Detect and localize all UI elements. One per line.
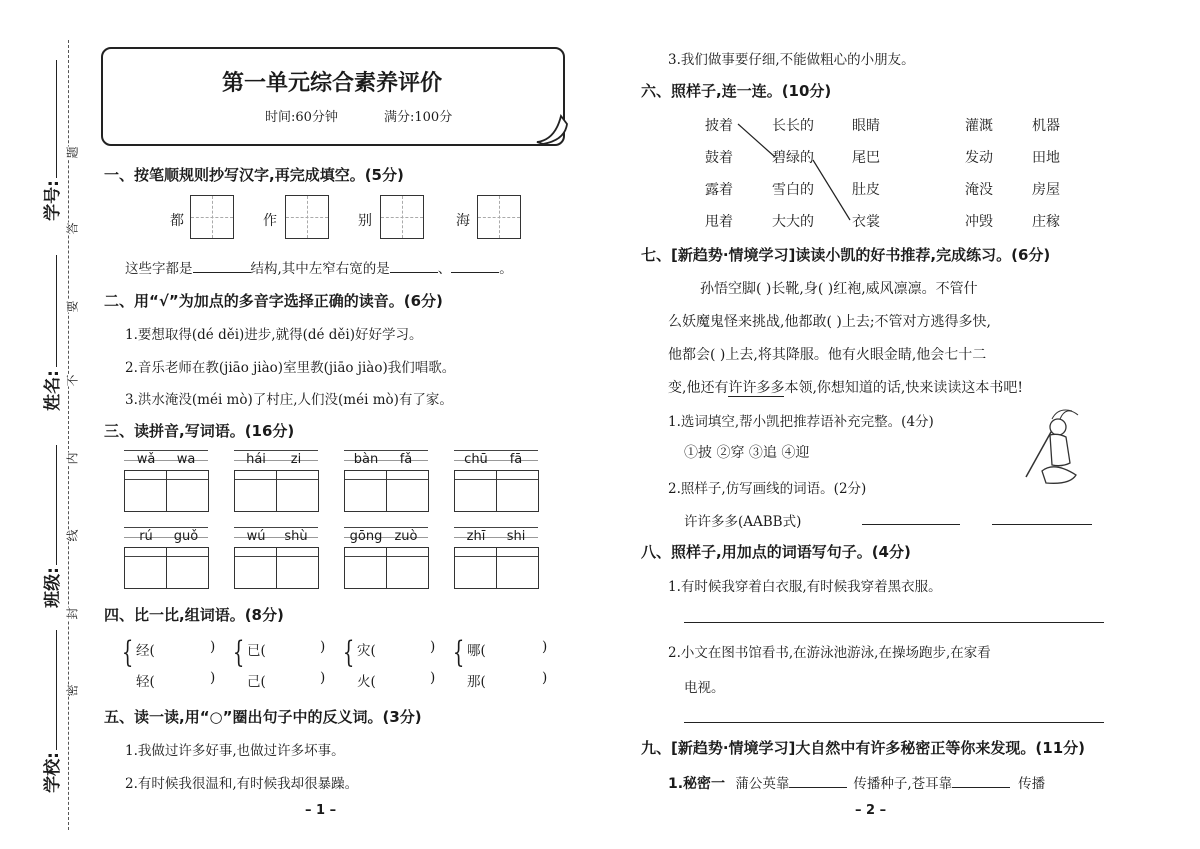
passage-line: 他都会( )上去,将其降服。他有火眼金睛,他会七十二 [668, 347, 987, 363]
class-field[interactable] [56, 445, 57, 565]
pinyin: shi [506, 529, 526, 544]
copy-char: 作 [263, 213, 277, 229]
seal-char: 要 [65, 300, 80, 313]
word-box[interactable] [454, 470, 539, 512]
compare-char: 经( [136, 643, 155, 659]
section-7-title: 七、[新趋势·情境学习]读读小凯的好书推荐,完成练习。(6分) [641, 246, 1051, 264]
compare-char: 哪( [467, 643, 486, 659]
pinyin: shù [284, 529, 308, 544]
pinyin: wú [246, 529, 266, 544]
question-5-2: 2.有时候我很温和,有时候我却很暴躁。 [125, 776, 359, 792]
word-box[interactable] [344, 470, 429, 512]
question-2-1: 1.要想取得(dé děi)进步,就得(dé děi)好好学习。 [125, 327, 423, 343]
compare-char: 已( [247, 643, 266, 659]
page-number-2: – 2 – [855, 803, 887, 818]
question-7-2: 2.照样子,仿写画线的词语。(2分) [668, 481, 867, 497]
pinyin: zi [290, 452, 302, 467]
school-label: 学校: [42, 752, 63, 793]
student-number-label: 学号: [42, 180, 63, 221]
page-number-1: – 1 – [305, 803, 337, 818]
question-5-3: 3.我们做事要仔细,不能做粗心的小朋友。 [668, 52, 915, 68]
school-field[interactable] [56, 630, 57, 750]
brace: { [121, 635, 134, 670]
question-7-2-example: 许许多多(AABB式) [684, 514, 802, 530]
match-word[interactable]: 眼睛 [852, 118, 880, 134]
answer-line[interactable] [992, 524, 1092, 525]
writing-grid[interactable] [380, 195, 424, 239]
match-word[interactable]: 尾巴 [852, 150, 880, 166]
section-6-title: 六、照样子,连一连。(10分) [641, 82, 832, 100]
word-box[interactable] [234, 470, 319, 512]
match-word[interactable]: 田地 [1032, 150, 1060, 166]
pinyin: chū [464, 452, 488, 467]
seal-char: 密 [65, 684, 80, 697]
match-word[interactable]: 碧绿的 [772, 150, 814, 166]
exam-time: 时间:60分钟 [265, 110, 338, 125]
question-8-2: 2.小文在图书馆看书,在游泳池游泳,在操场跑步,在家看 [668, 645, 991, 661]
match-word[interactable]: 发动 [965, 150, 993, 166]
pinyin: gōng [349, 529, 383, 544]
page-curl-icon [535, 112, 569, 146]
pinyin: hái [246, 452, 266, 467]
answer-line[interactable] [684, 622, 1104, 623]
match-word[interactable]: 肚皮 [852, 182, 880, 198]
monkey-king-icon [1022, 405, 1082, 490]
writing-grid[interactable] [285, 195, 329, 239]
answer-blank[interactable] [193, 272, 251, 273]
section-5-title: 五、读一读,用“○”圈出句子中的反义词。(3分) [104, 708, 422, 726]
answer-blank[interactable] [952, 787, 1010, 788]
section-8-title: 八、照样子,用加点的词语写句子。(4分) [641, 543, 911, 561]
pinyin: fā [509, 452, 523, 467]
pinyin: guǒ [173, 529, 199, 544]
answer-blank[interactable] [451, 272, 499, 273]
example-connection-lines [735, 120, 855, 230]
section-1-fill: 这些字都是 结构,其中左窄右宽的是 、 。 [125, 261, 513, 277]
seal-char: 不 [65, 374, 80, 387]
underlined-word: 许许多多 [728, 380, 785, 396]
answer-blank[interactable] [789, 787, 847, 788]
pinyin: bàn [353, 452, 379, 467]
match-word[interactable]: 大大的 [772, 214, 814, 230]
pinyin: zhī [466, 529, 486, 544]
copy-char: 别 [358, 213, 372, 229]
seal-char: 题 [65, 146, 80, 159]
match-word[interactable]: 甩着 [705, 214, 733, 230]
match-word[interactable]: 披着 [705, 118, 733, 134]
match-word[interactable]: 庄稼 [1032, 214, 1060, 230]
section-1-title: 一、按笔顺规则抄写汉字,再完成填空。(5分) [104, 166, 404, 184]
match-word[interactable]: 灌溉 [965, 118, 993, 134]
compare-char: 火( [357, 674, 376, 690]
passage-line: 么妖魔鬼怪来挑战,他都敢( )上去;不管对方逃得多快, [668, 314, 991, 330]
question-2-3: 3.洪水淹没(méi mò)了村庄,人们没(méi mò)有了家。 [125, 392, 453, 408]
name-label: 姓名: [42, 370, 63, 411]
question-9-1: 1.秘密一 蒲公英靠 传播种子,苍耳靠 传播 [668, 776, 1046, 792]
compare-char: 己( [247, 674, 266, 690]
brace: { [452, 635, 465, 670]
seal-char: 答 [65, 222, 80, 235]
pinyin: wa [176, 452, 196, 467]
question-2-2: 2.音乐老师在教(jiāo jiào)室里教(jiāo jiào)我们唱歌。 [125, 360, 456, 376]
match-word[interactable]: 淹没 [965, 182, 993, 198]
passage-line: 变,他还有许许多多本领,你想知道的话,快来读读这本书吧! [668, 380, 1023, 396]
exam-score: 满分:100分 [384, 110, 453, 125]
section-2-title: 二、用“√”为加点的多音字选择正确的读音。(6分) [104, 292, 443, 310]
word-box[interactable] [124, 470, 209, 512]
match-word[interactable]: 冲毁 [965, 214, 993, 230]
question-7-1: 1.选词填空,帮小凯把推荐语补充完整。(4分) [668, 414, 934, 430]
pinyin: rú [139, 529, 153, 544]
compare-char: 灾( [357, 643, 376, 659]
match-word[interactable]: 房屋 [1032, 182, 1060, 198]
seal-char: 线 [65, 529, 80, 542]
word-box[interactable] [454, 547, 539, 589]
question-8-2-cont: 电视。 [684, 680, 725, 696]
copy-char: 海 [456, 213, 470, 229]
match-word[interactable]: 露着 [705, 182, 733, 198]
answer-blank[interactable] [390, 272, 438, 273]
name-field[interactable] [56, 255, 57, 367]
pinyin: wǎ [136, 452, 156, 467]
brace: { [342, 635, 355, 670]
question-5-1: 1.我做过许多好事,也做过许多坏事。 [125, 743, 345, 759]
class-label: 班级: [42, 567, 63, 608]
brace: { [232, 635, 245, 670]
seal-char: 内 [65, 452, 80, 465]
word-box[interactable] [234, 547, 319, 589]
match-word[interactable]: 雪白的 [772, 182, 814, 198]
match-word[interactable]: 鼓着 [705, 150, 733, 166]
match-word[interactable]: 长长的 [772, 118, 814, 134]
section-4-title: 四、比一比,组词语。(8分) [104, 606, 284, 624]
copy-char: 都 [170, 213, 184, 229]
pinyin: fǎ [399, 452, 413, 467]
passage-line: 孙悟空脚( )长靴,身( )红袍,威风凛凛。不管什 [700, 281, 978, 297]
match-word[interactable]: 机器 [1032, 118, 1060, 134]
compare-char: 轻( [136, 674, 155, 690]
question-8-1: 1.有时候我穿着白衣服,有时候我穿着黑衣服。 [668, 579, 942, 595]
match-word[interactable]: 衣裳 [852, 214, 880, 230]
section-3-title: 三、读拼音,写词语。(16分) [104, 422, 295, 440]
writing-grid[interactable] [477, 195, 521, 239]
answer-line[interactable] [862, 524, 960, 525]
writing-grid[interactable] [190, 195, 234, 239]
page-title: 第一单元综合素养评价 [221, 71, 442, 96]
word-box[interactable] [124, 547, 209, 589]
word-options: ①披 ②穿 ③追 ④迎 [684, 445, 810, 461]
pinyin: zuò [394, 529, 418, 544]
answer-line[interactable] [684, 722, 1104, 723]
word-box[interactable] [344, 547, 429, 589]
seal-char: 封 [65, 607, 80, 620]
compare-char: 那( [467, 674, 486, 690]
student-number-field[interactable] [56, 60, 57, 178]
section-9-title: 九、[新趋势·情境学习]大自然中有许多秘密正等你来发现。(11分) [641, 739, 1085, 757]
